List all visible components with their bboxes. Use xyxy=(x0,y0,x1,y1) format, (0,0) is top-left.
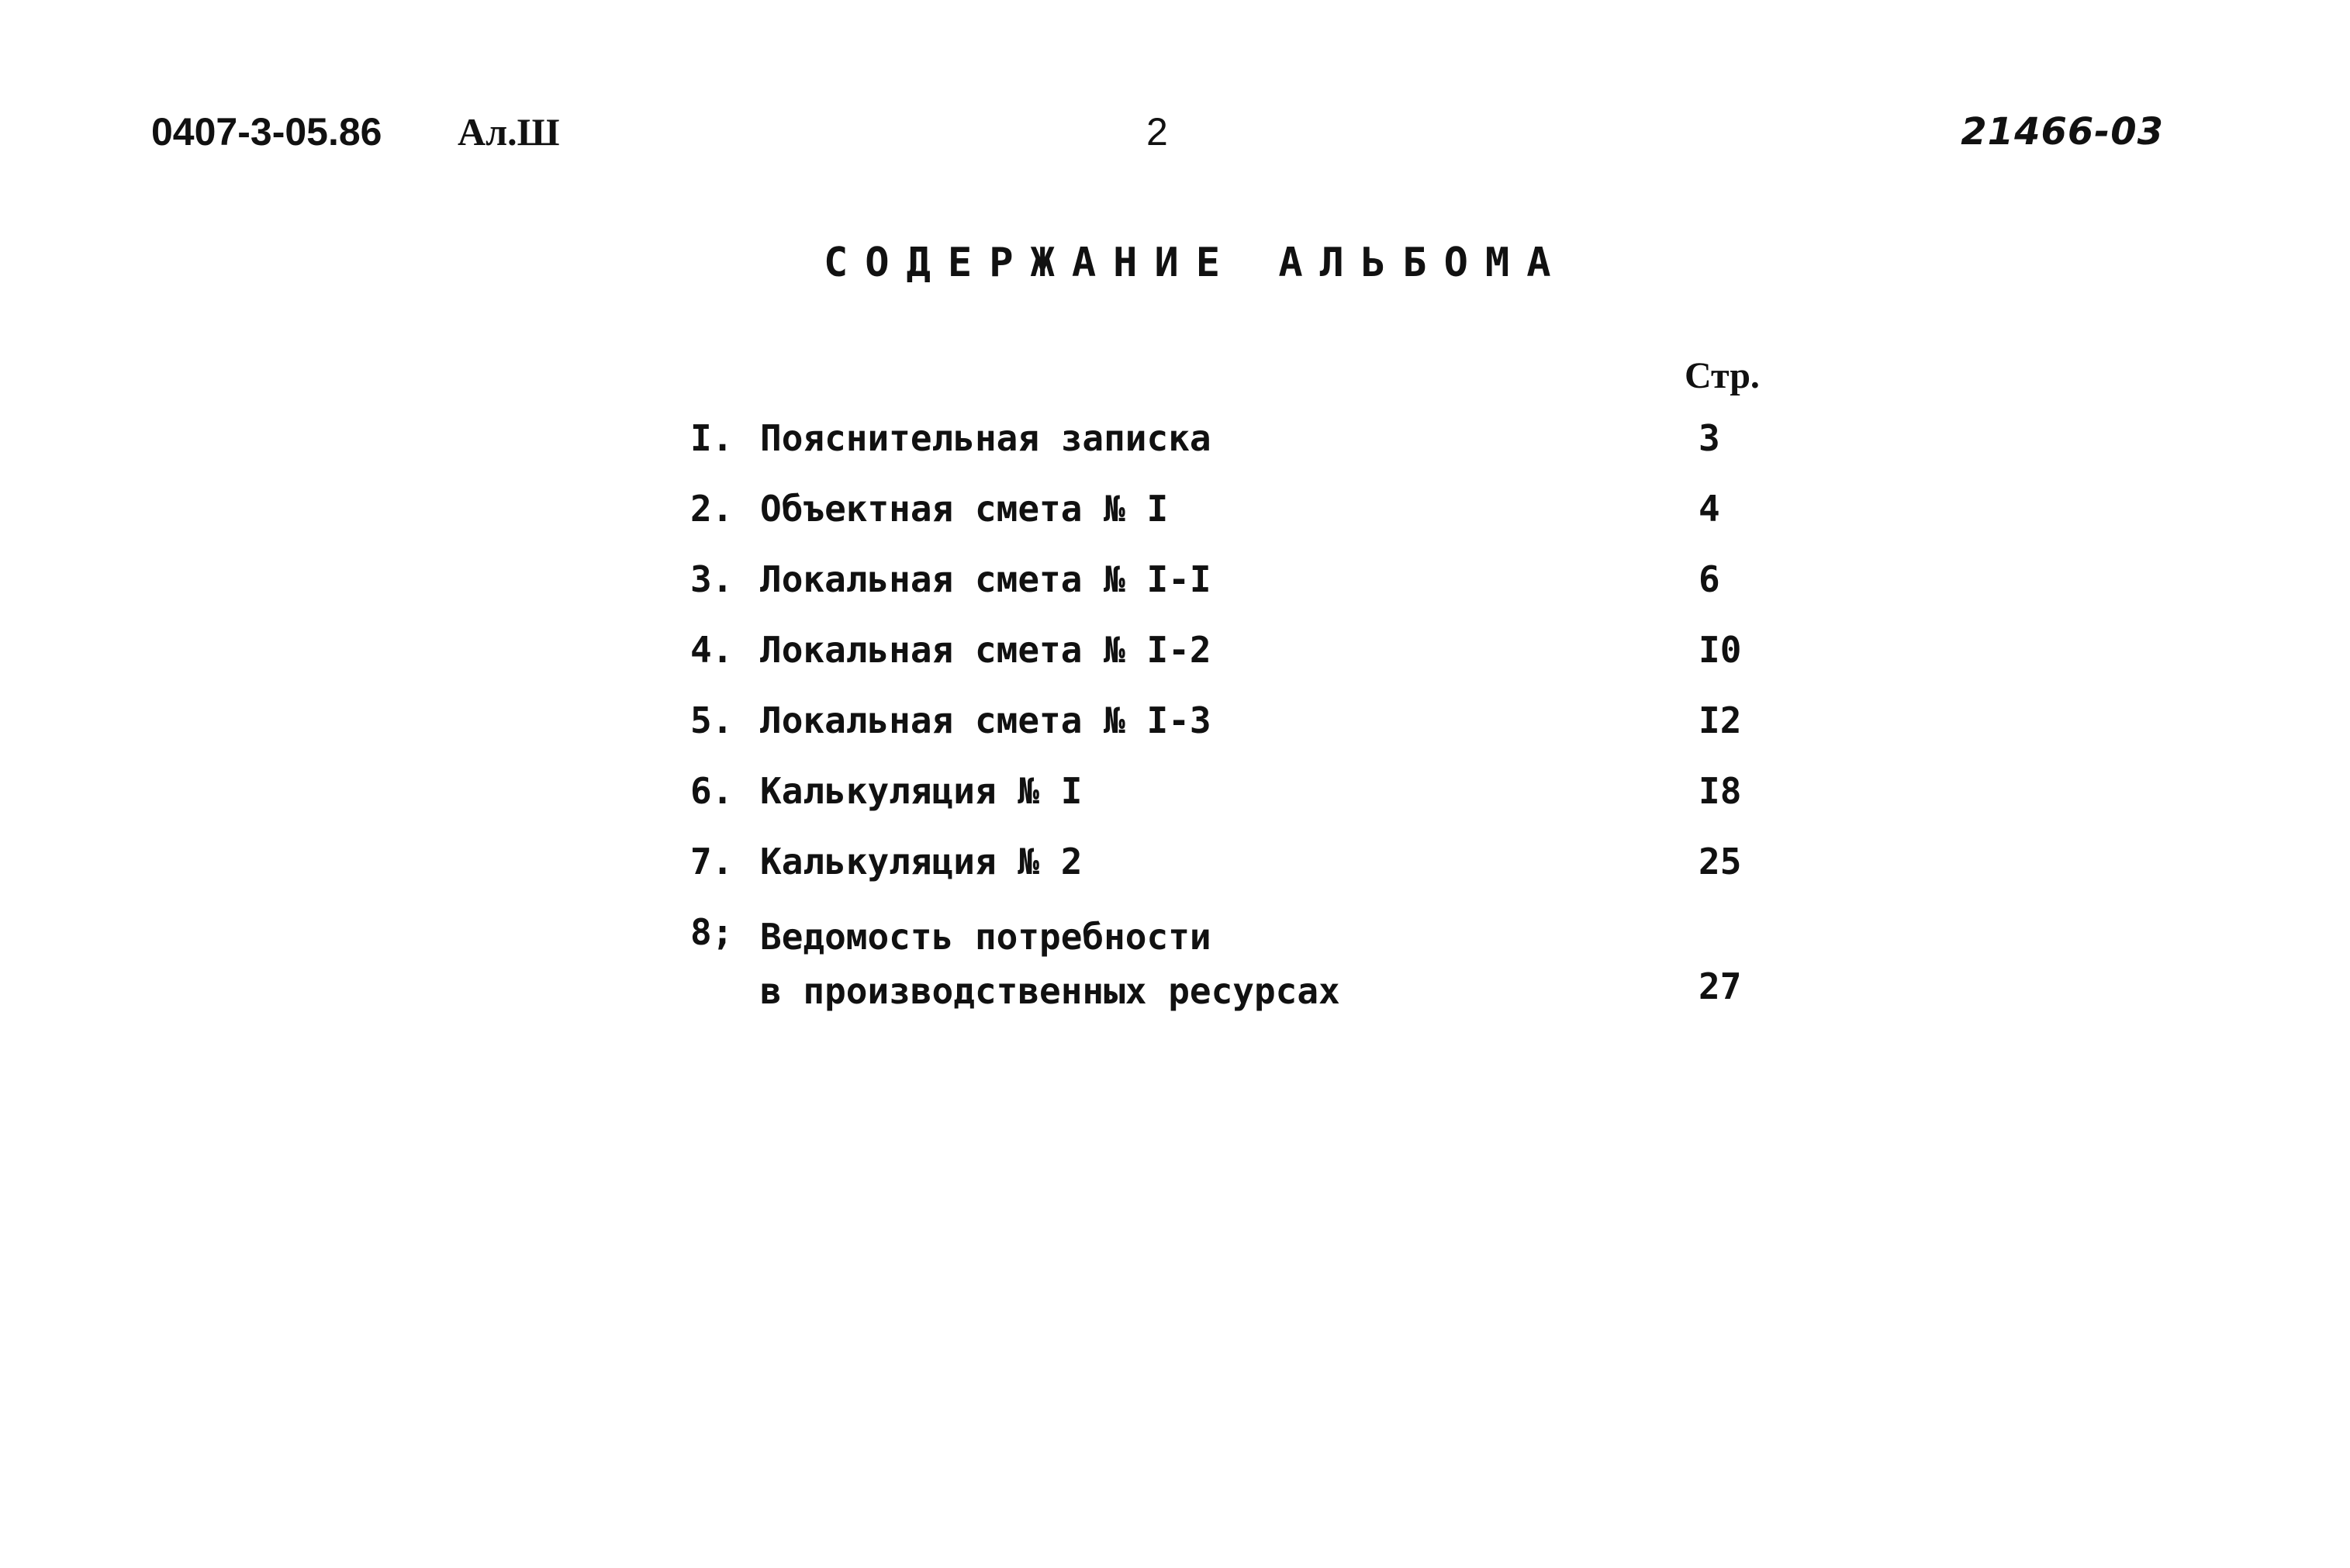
toc-item xyxy=(690,910,1776,1034)
page-title: СОДЕРЖАНИЕ АЛЬБОМА xyxy=(824,240,1568,286)
toc-item-number: 6. xyxy=(690,770,734,812)
album-number: Ал.Ш xyxy=(458,110,560,154)
toc-item-page: 27 xyxy=(1699,965,1742,1007)
toc-item-label: Калькуляция № I xyxy=(760,770,1083,812)
toc-item-label: Объектная смета № I xyxy=(760,488,1169,530)
toc-item xyxy=(690,768,1776,839)
toc-item xyxy=(690,839,1776,910)
toc-item-page: I2 xyxy=(1699,699,1742,741)
toc-item xyxy=(690,698,1776,768)
toc-item-page: 25 xyxy=(1699,841,1742,882)
toc-item xyxy=(690,627,1776,698)
toc-item-label: Калькуляция № 2 xyxy=(760,841,1083,882)
toc-item xyxy=(690,486,1776,557)
toc-item-page: I8 xyxy=(1699,770,1742,812)
toc-item-label: Ведомость потребности в производственных ресурсах xyxy=(760,916,1340,1012)
toc-item xyxy=(690,416,1776,486)
toc-item-label: Пояснительная записка xyxy=(760,417,1211,459)
toc-item-page: I0 xyxy=(1699,629,1742,671)
toc-item-page: 6 xyxy=(1699,558,1720,600)
page-column-header: Стр. xyxy=(1685,355,1760,396)
page-number: 2 xyxy=(1146,110,1168,154)
toc-item-number: I. xyxy=(690,417,734,459)
toc-item-number: 8; xyxy=(690,911,734,953)
toc-item-number: 3. xyxy=(690,558,734,600)
toc-item-page: 3 xyxy=(1699,417,1720,459)
toc-item-number: 4. xyxy=(690,629,734,671)
toc-item-number: 2. xyxy=(690,488,734,530)
toc-item-label: Локальная смета № I-I xyxy=(760,558,1211,600)
toc-item-number: 7. xyxy=(690,841,734,882)
table-of-contents xyxy=(690,416,1776,1034)
document-code: 0407-3-05.86 xyxy=(151,110,382,154)
toc-item-number: 5. xyxy=(690,699,734,741)
archive-number: 21466-03 xyxy=(1961,110,2164,154)
toc-item-label: Локальная смета № I-2 xyxy=(760,629,1211,671)
toc-item xyxy=(690,557,1776,627)
toc-item-label: Локальная смета № I-3 xyxy=(760,699,1211,741)
toc-item-page: 4 xyxy=(1699,488,1720,530)
